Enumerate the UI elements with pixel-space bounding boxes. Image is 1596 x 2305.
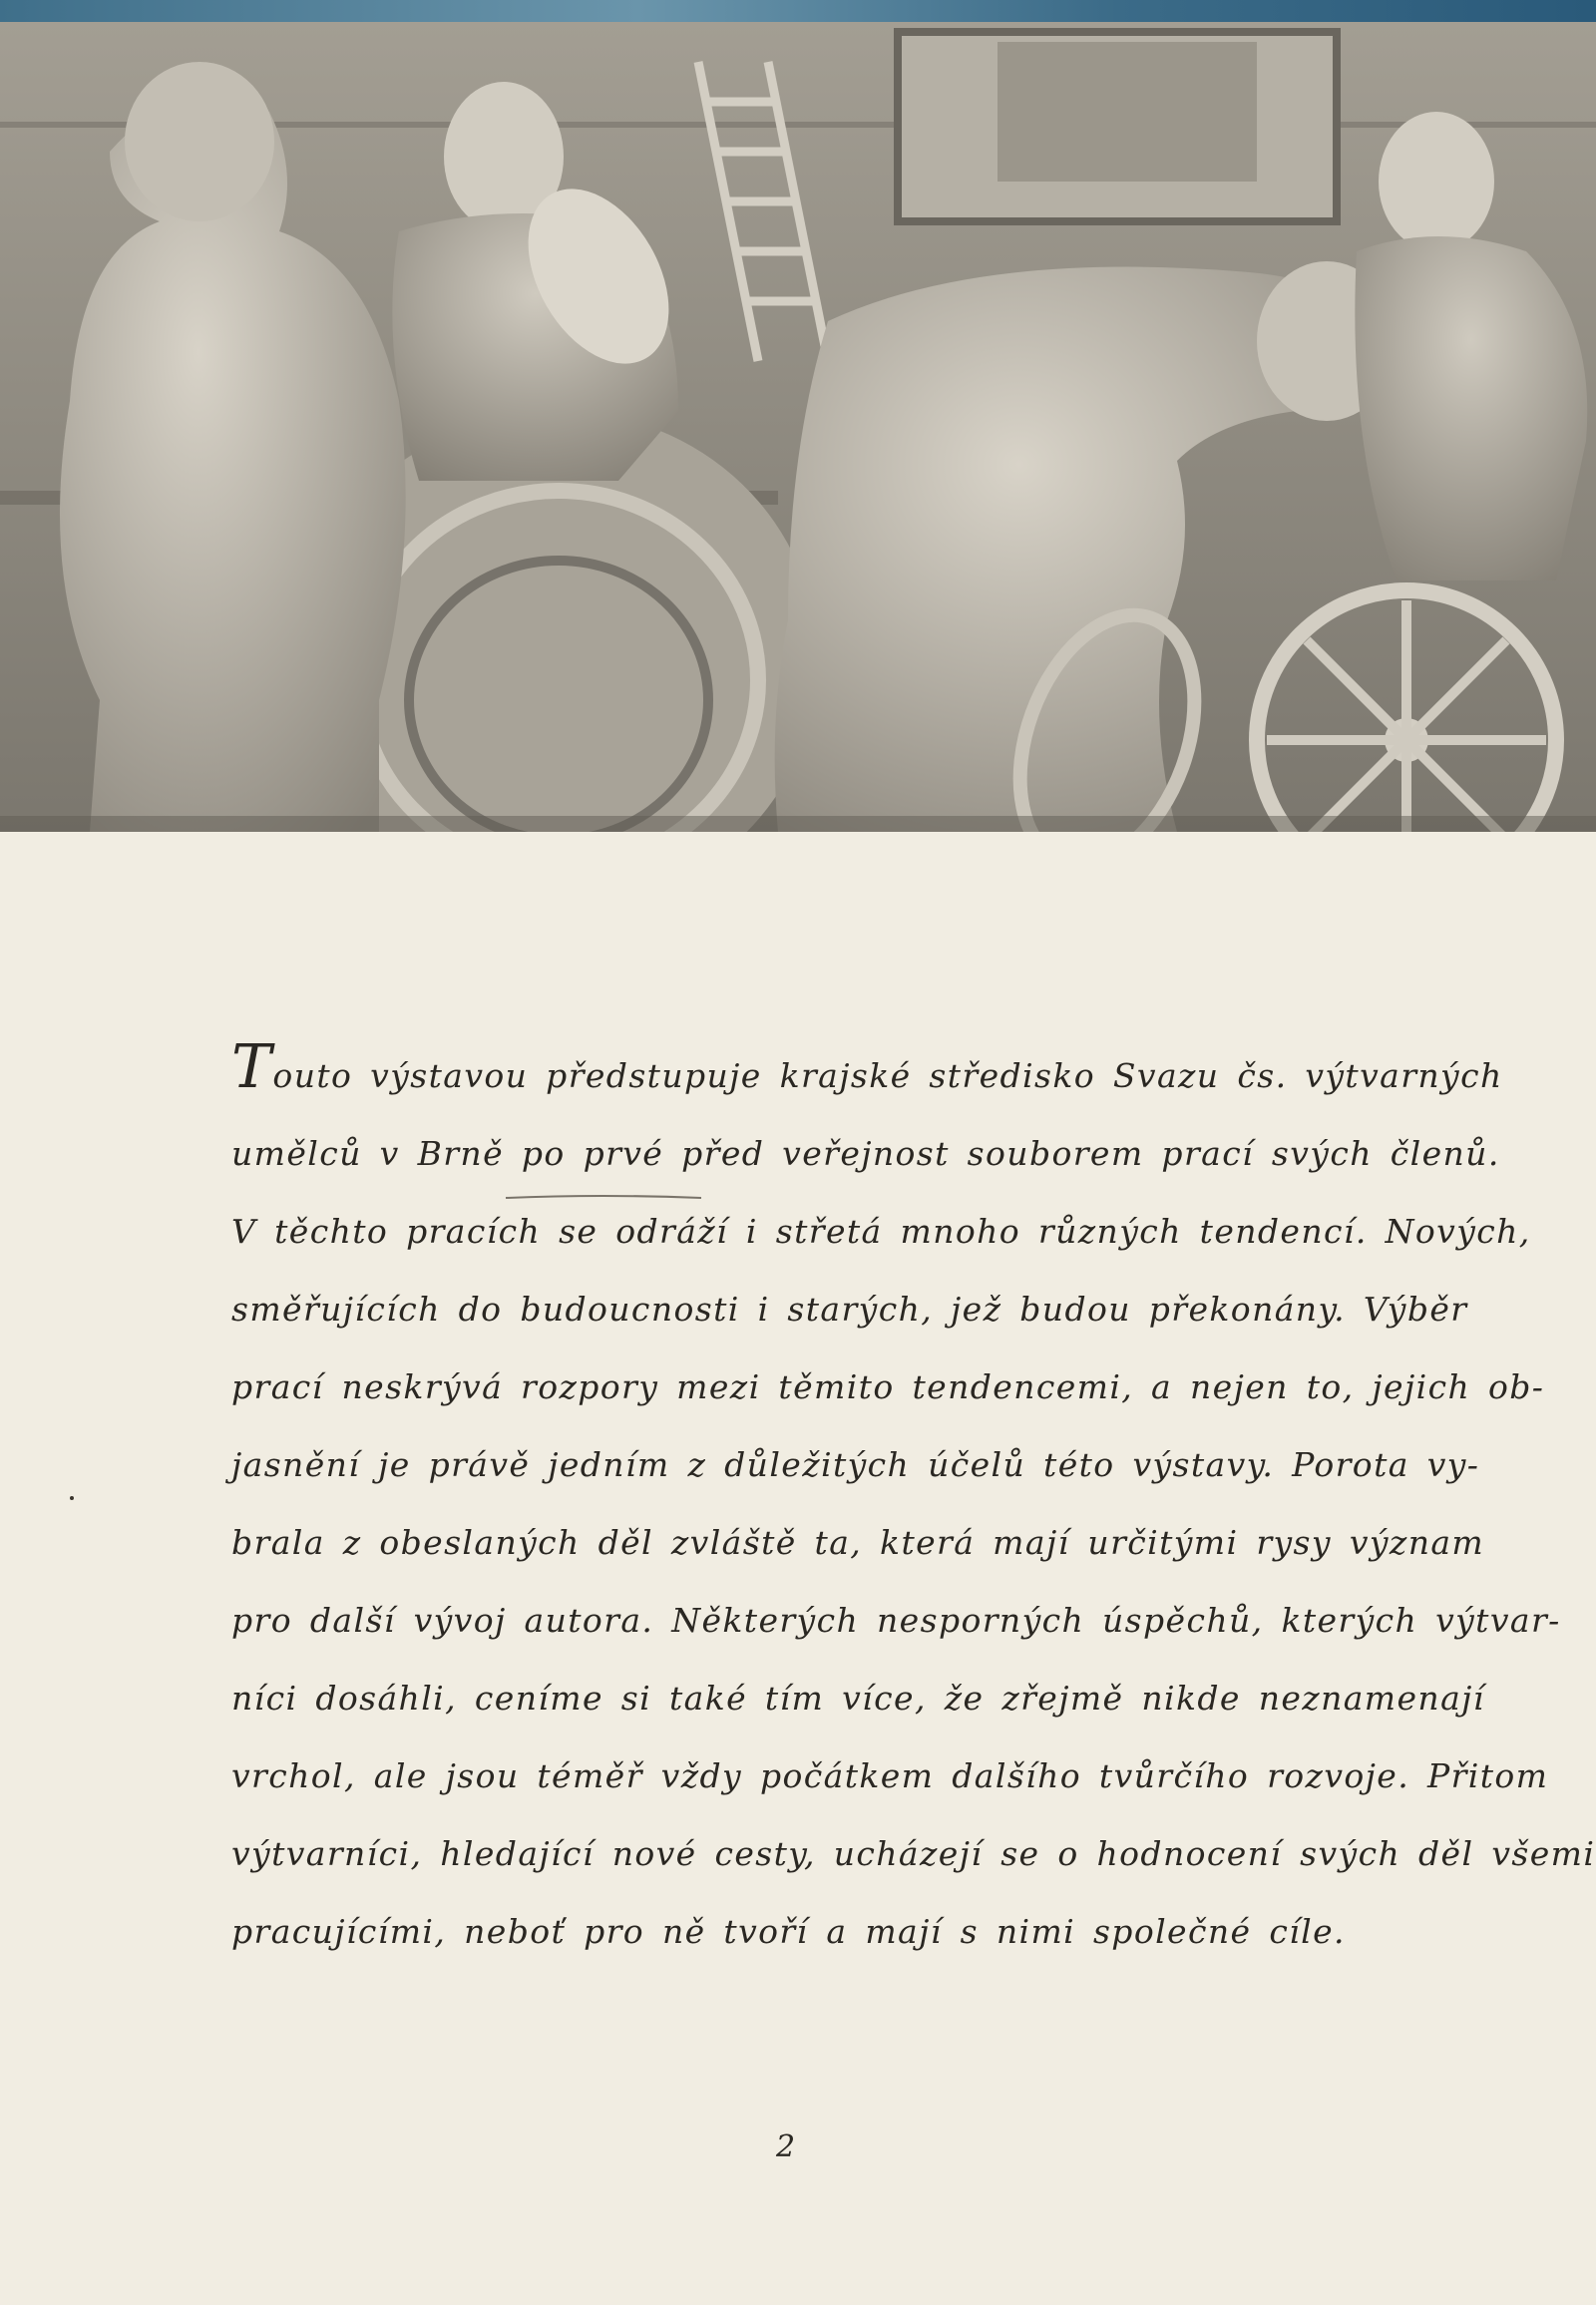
text-line: níci dosáhli, ceníme si také tím více, že zřejmě nikde neznamenají [231,1679,1485,1718]
text-line: pro další vývoj autora. Některých nesporných úspěchů, kterých výtvar- [231,1601,1561,1640]
relief-sculpture-photo [0,22,1596,832]
drop-cap: T [231,1032,273,1102]
pencil-underline [504,1192,703,1202]
text-line: jasnění je právě jedním z důležitých účelů této výstavy. Porota vy- [231,1445,1480,1484]
text-line: brala z obeslaných děl zvláště ta, která mají určitými rysy význam [231,1523,1485,1562]
body-text [231,1032,1596,1971]
top-color-strip [0,0,1596,22]
text-line: prací neskrývá rozpory mezi těmito tendencemi, a nejen to, jejich ob- [231,1367,1545,1406]
text-line: pracujícími, neboť pro ně tvoří a mají s nimi společné cíle. [231,1912,1346,1951]
text-line: umělců v Brně po prvé před veřejnost souborem prací svých členů. [231,1134,1500,1173]
text-line: směřujících do budoucnosti i starých, jež budou překonány. Výběr [231,1290,1468,1329]
text-line: vrchol, ale jsou téměř vždy počátkem dalšího tvůrčího rozvoje. Přitom [231,1756,1549,1795]
paper-speck [70,1496,74,1500]
relief-illustration [0,22,1596,832]
page-number: 2 [775,2129,796,2164]
text-line: výtvarníci, hledající nové cesty, ucházejí se o hodnocení svých děl všemi [231,1834,1596,1873]
text-line: Touto výstavou předstupuje krajské středisko Svazu čs. výtvarných [231,1032,1503,1102]
text-line: V těchto pracích se odráží i střetá mnoho různých tendencí. Nových, [231,1212,1531,1251]
